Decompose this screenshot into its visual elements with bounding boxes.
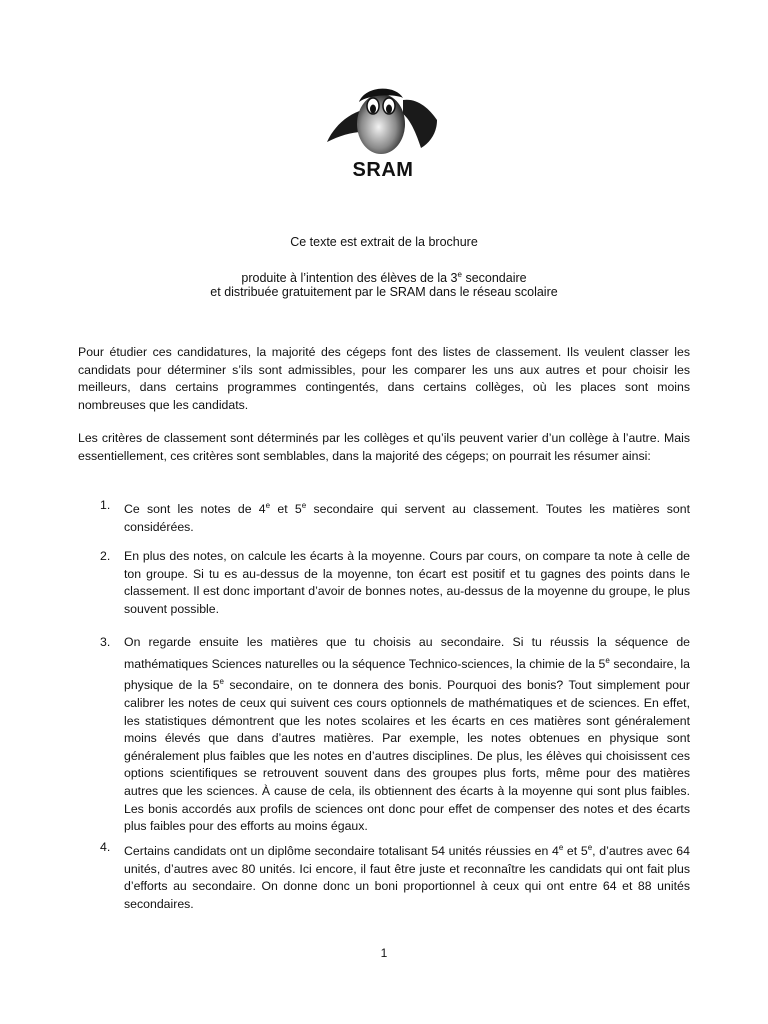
paragraph-candidatures: Pour étudier ces candidatures, la majorité des cégeps font des listes de classement. Ils veulent classer les candidats pour déterminer s’ils sont admissibles, pour les comparer les uns aux autres et pour choisir les meilleurs, dans certains programmes contingentés, dans certains collèges, où les places sont moins nombreuses que les candidats. [78,345,690,412]
list-text: Ce sont les notes de 4e et 5e secondaire qui servent au classement. Toutes les matières sont considérées. [124,501,690,534]
page-number: 1 [380,946,388,960]
list-number: 1. [100,498,111,512]
list-text: Certains candidats ont un diplôme secondaire totalisant 54 unités réussies en 4e et 5e, d’autres avec 64 unités, d’autres avec 80 unités. Ici encore, il faut être juste et reconnaître les candidats qui ont fait plus d’efforts au secondaire. On donne donc un boni proportionnel à ceux qui ont entre 64 et 88 unités secondaires. [124,843,690,911]
svg-text:SRAM: SRAM [352,159,414,180]
header-line-1: Ce texte est extrait de la brochure [290,235,478,249]
list-text: En plus des notes, on calcule les écarts à la moyenne. Cours par cours, on compare ta note à celle de ton groupe. Si tu es au-dessus de la moyenne, ton écart est positif et tu gagnes des points dans le classement. Il est donc important d’avoir de bonnes notes, au-dessus de la moyenne du groupe, le plus souvent possible. [124,549,690,616]
paragraph-criteres: Les critères de classement sont déterminés par les collèges et qu’ils peuvent varier d’un collège à l’autre. Mais essentiellement, ces critères sont semblables, dans la majorité des cégeps; on pourrait les résumer ainsi: [78,431,690,463]
list-text: On regarde ensuite les matières que tu choisis au secondaire. Si tu réussis la séquence de mathématiques Sciences naturelles ou la séquence Technico-sciences, la chimie de la 5e secondaire, la physique de la 5e secondaire, on te donnera des bonis. Pourquoi des bonis? Tout simplement pour calibrer les notes de ceux qui suivent ces cours optionnels de mathématiques et de sciences. En effet, les statistiques démontrent que les notes scolaires et les écarts en ces matières sont généralement moins élevés que dans d’autres matières. Par exemple, les notes obtenues en physique sont généralement plus faibles que les notes en d’autres disciplines. De plus, les élèves qui choisissent ces options scientifiques se retrouvent souvent dans des groupes plus forts, même pour des matières autres que les sciences. À cause de cela, ils obtiennent des écarts à la moyenne qui sont plus faibles. Les bonis accordés aux profils de sciences ont donc pour effet de compenser des notes et des écarts plus faibles pour des efforts au moins égaux. [124,635,690,834]
sram-logo [325,80,445,180]
header-line-2: produite à l’intention des élèves de la 3e secondaire [241,270,527,286]
list-number: 4. [100,840,111,854]
header-line-3: et distribuée gratuitement par le SRAM dans le réseau scolaire [210,285,558,299]
list-number: 3. [100,635,111,649]
owl-logo-icon [325,80,445,180]
list-number: 2. [100,549,111,563]
